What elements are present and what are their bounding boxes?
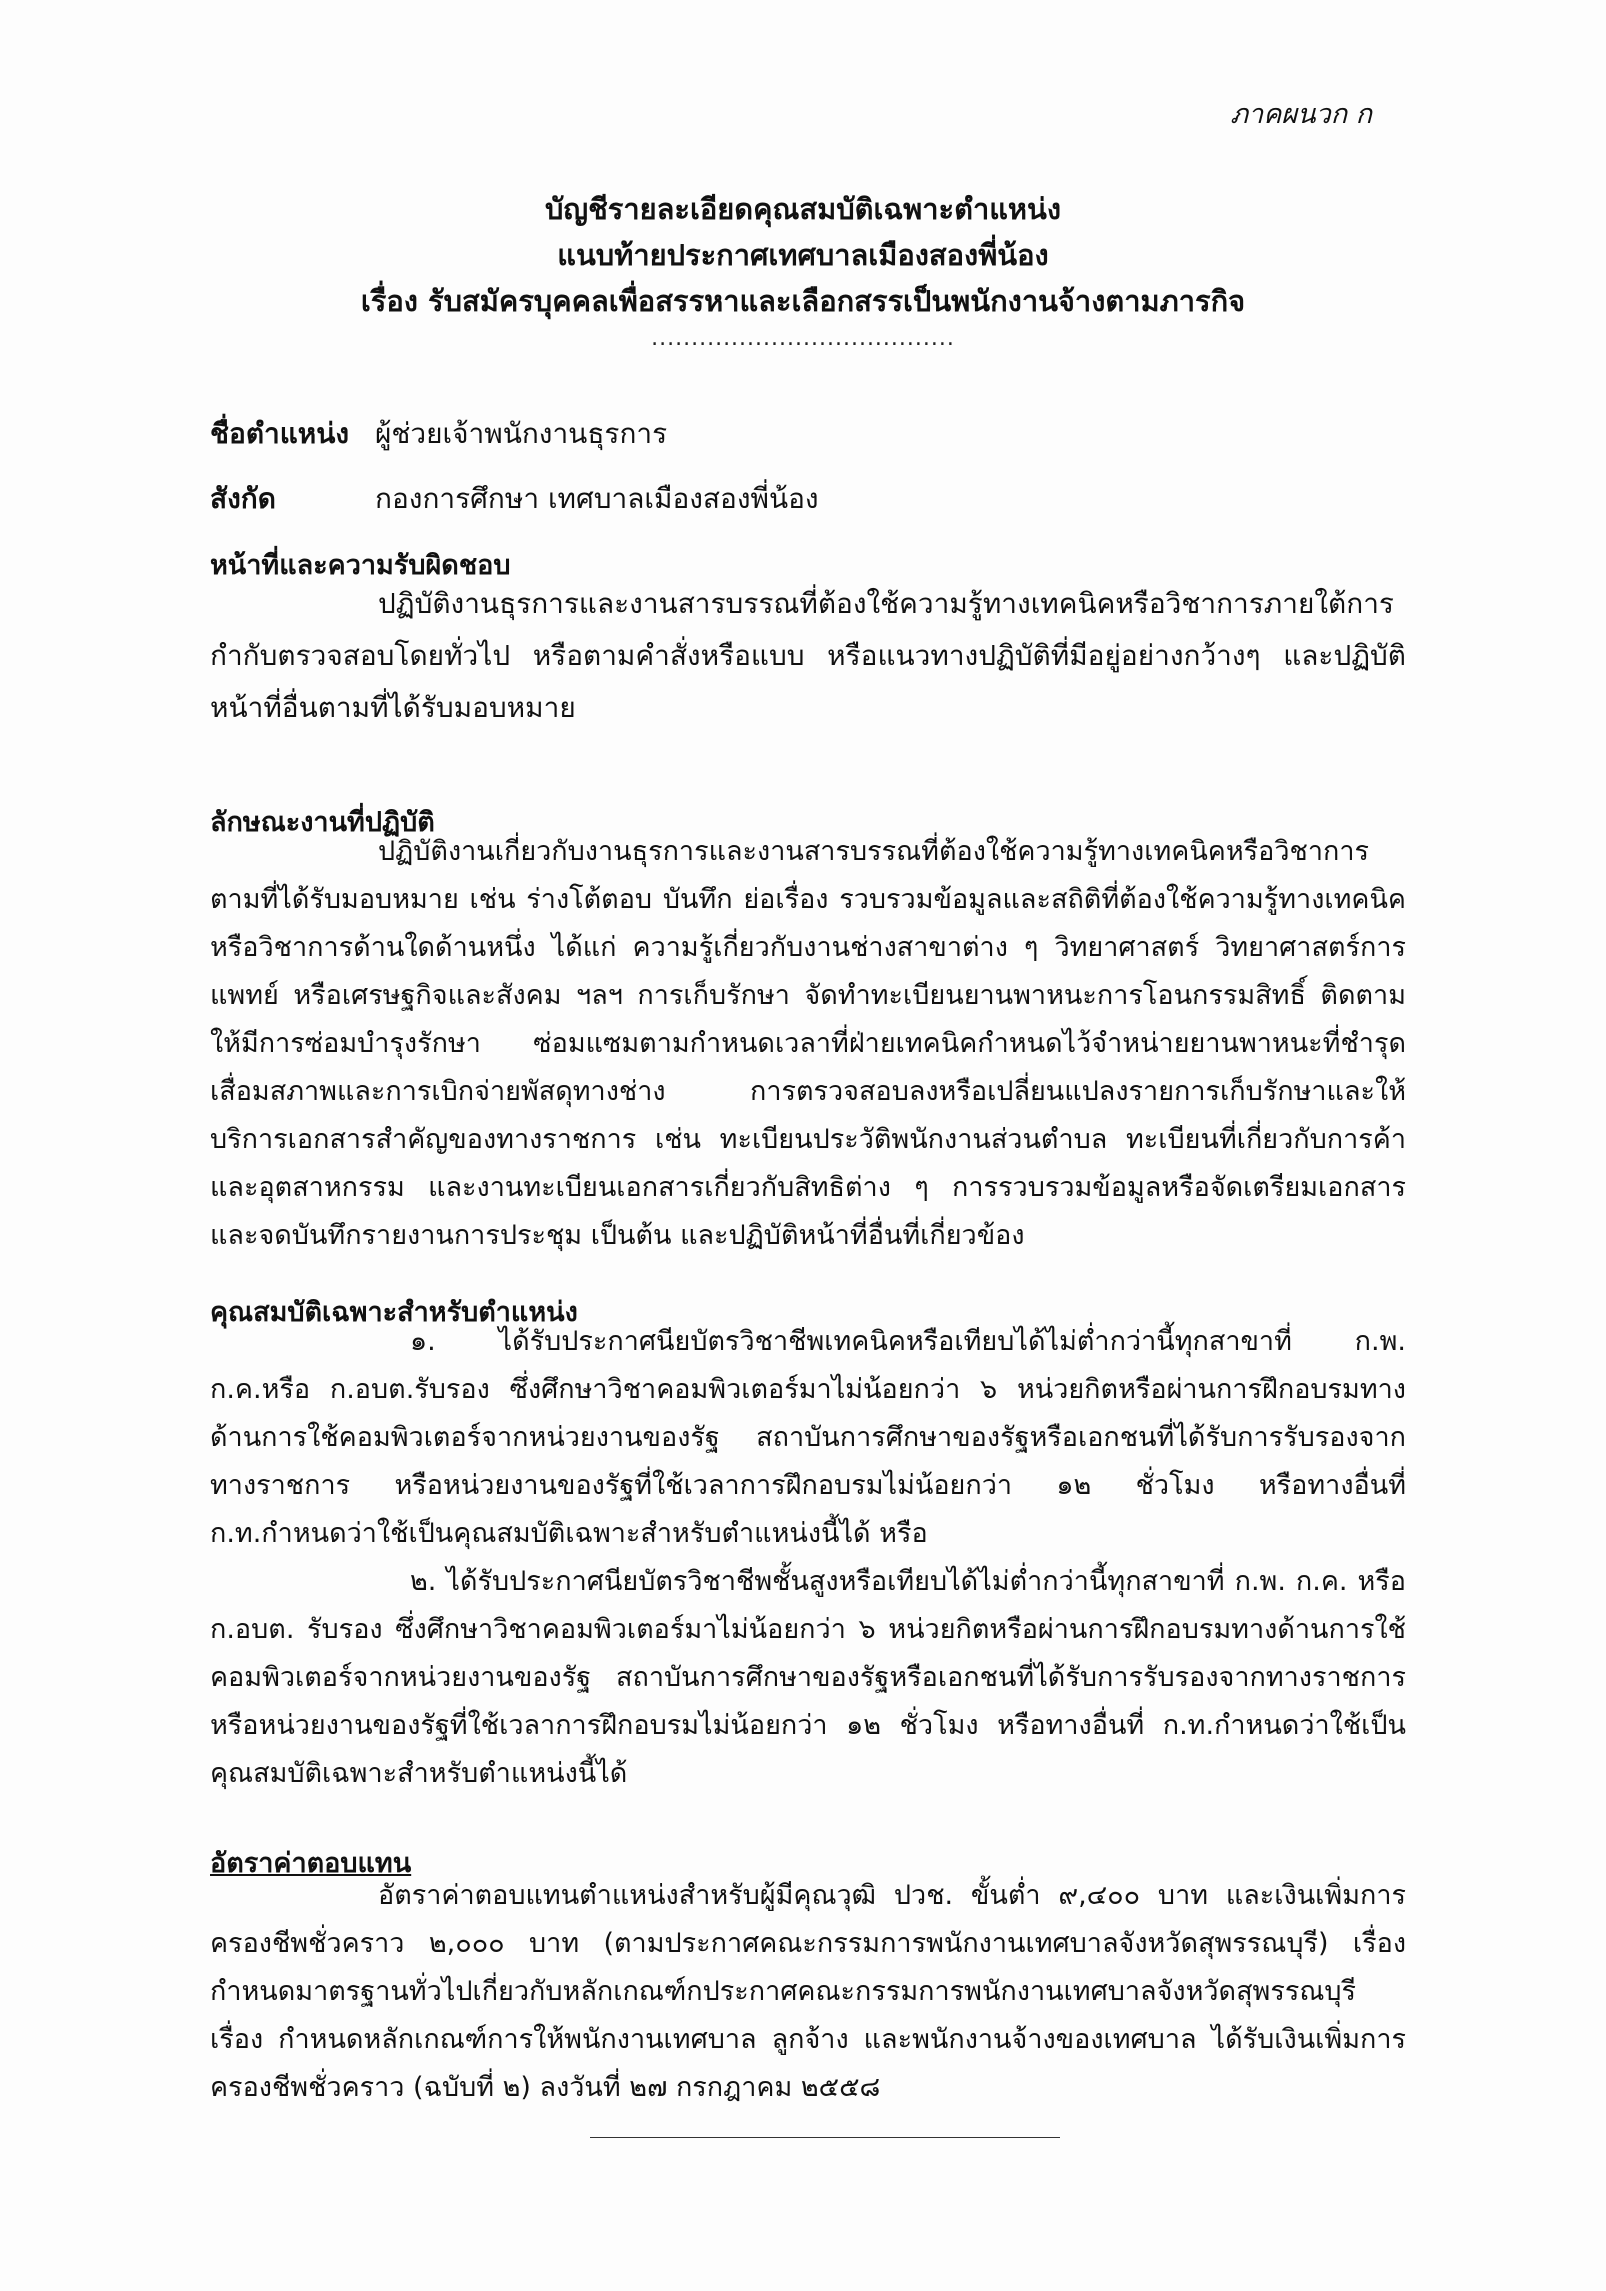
duties-heading: หน้าที่และความรับผิดชอบ xyxy=(210,550,511,581)
affiliation-field xyxy=(210,477,819,521)
appendix-label: ภาคผนวก ก xyxy=(1230,99,1372,130)
qualification-item-1: ๑. ได้รับประกาศนียบัตรวิชาชีพเทคนิคหรือเทียบได้ไม่ต่ำกว่านี้ทุกสาขาที่ ก.พ. ก.ค.หรือ ก.อบต.รับรอง ซึ่งศึกษาวิชาคอมพิวเตอร์มาไม่น้อยกว่า ๖ หน่วยกิตหรือผ่านการฝึกอบรมทางด้านการใช้คอมพิวเตอร์จากหน่วยงานของรัฐ สถาบันการศึกษาของรัฐหรือเอกชนที่ได้รับการรับรองจากทางราชการ หรือหน่วยงานของรัฐที่ใช้เวลาการฝึกอบรมไม่น้อยกว่า ๑๒ ชั่วโมง หรือทางอื่นที่ ก.ท.กำหนดว่าใช้เป็นคุณสมบัติเฉพาะสำหรับตำแหน่งนี้ได้ หรือ xyxy=(210,1326,1406,1549)
qualification-item-2: ๒. ได้รับประกาศนียบัตรวิชาชีพชั้นสูงหรือเทียบได้ไม่ต่ำกว่านี้ทุกสาขาที่ ก.พ. ก.ค. หรือ ก.อบต. รับรอง ซึ่งศึกษาวิชาคอมพิวเตอร์มาไม่น้อยกว่า ๖ หน่วยกิตหรือผ่านการฝึกอบรมทางด้านการใช้คอมพิวเตอร์จากหน่วยงานของรัฐ สถาบันการศึกษาของรัฐหรือเอกชนที่ได้รับการรับรองจากทางราชการ หรือหน่วยงานของรัฐที่ใช้เวลาการฝึกอบรมไม่น้อยกว่า ๑๒ ชั่วโมง หรือทางอื่นที่ ก.ท.กำหนดว่าใช้เป็นคุณสมบัติเฉพาะสำหรับตำแหน่งนี้ได้ xyxy=(210,1566,1406,1789)
position-value: ผู้ช่วยเจ้าพนักงานธุรการ xyxy=(375,417,668,450)
document-title xyxy=(0,186,1606,354)
compensation-text: อัตราค่าตอบแทนตำแหน่งสำหรับผู้มีคุณวุฒิ ปวช. ขั้นต่ำ ๙,๔๐๐ บาท และเงินเพิ่มการครองชีพชั่วคราว ๒,๐๐๐ บาท (ตามประกาศคณะกรรมการพนักงานเทศบาลจังหวัดสุพรรณบุรี) เรื่องกำหนดมาตรฐานทั่วไปเกี่ยวกับหลักเกณฑ์กประกาศคณะกรรมการพนักงานเทศบาลจังหวัดสุพรรณบุรี เรื่อง กำหนดหลักเกณฑ์การให้พนักงานเทศบาล ลูกจ้าง และพนักงานจ้างของเทศบาล ได้รับเงินเพิ่มการครองชีพชั่วคราว (ฉบับที่ ๒) ลงวันที่ ๒๗ กรกฎาคม ๒๕๕๘ xyxy=(210,1880,1406,2103)
compensation-heading: อัตราค่าตอบแทน xyxy=(210,1848,412,1879)
title-line-3: เรื่อง รับสมัครบุคคลเพื่อสรรหาและเลือกสรรเป็นพนักงานจ้างตามภารกิจ xyxy=(360,284,1246,318)
title-line-1: บัญชีรายละเอียดคุณสมบัติเฉพาะตำแหน่ง xyxy=(544,192,1062,226)
work-nature-heading: ลักษณะงานที่ปฏิบัติ xyxy=(210,807,435,838)
duties-text: ปฏิบัติงานธุรการและงานสารบรรณที่ต้องใช้ความรู้ทางเทคนิคหรือวิชาการภายใต้การกำกับตรวจสอบโดยทั่วไป หรือตามคำสั่งหรือแบบ หรือแนวทางปฏิบัติที่มีอยู่อย่างกว้างๆ และปฏิบัติหน้าที่อื่นตามที่ได้รับมอบหมาย xyxy=(210,587,1406,724)
position-label: ชื่อตำแหน่ง xyxy=(210,417,350,450)
title-separator: ...................................... xyxy=(651,326,955,351)
affiliation-value: กองการศึกษา เทศบาลเมืองสองพี่น้อง xyxy=(375,482,819,515)
bottom-divider xyxy=(590,2137,1060,2138)
position-field xyxy=(210,412,667,456)
affiliation-label: สังกัด xyxy=(210,482,276,515)
title-line-2: แนบท้ายประกาศเทศบาลเมืองสองพี่น้อง xyxy=(557,238,1049,272)
qualifications-heading: คุณสมบัติเฉพาะสำหรับตำแหน่ง xyxy=(210,1297,578,1328)
work-nature-text: ปฏิบัติงานเกี่ยวกับงานธุรการและงานสารบรรณที่ต้องใช้ความรู้ทางเทคนิคหรือวิชาการตามที่ได้รับมอบหมาย เช่น ร่างโต้ตอบ บันทึก ย่อเรื่อง รวบรวมข้อมูลและสถิติที่ต้องใช้ความรู้ทางเทคนิคหรือวิชาการด้านใดด้านหนึ่ง ได้แก่ ความรู้เกี่ยวกับงานช่างสาขาต่าง ๆ วิทยาศาสตร์ วิทยาศาสตร์การแพทย์ หรือเศรษฐกิจและสังคม ฯลฯ การเก็บรักษา จัดทำทะเบียนยานพาหนะการโอนกรรมสิทธิ์ ติดตามให้มีการซ่อมบำรุงรักษา ซ่อมแซมตามกำหนดเวลาที่ฝ่ายเทคนิคกำหนดไว้จำหน่ายยานพาหนะที่ชำรุดเสื่อมสภาพและการเบิกจ่ายพัสดุทางช่าง การตรวจสอบลงหรือเปลี่ยนแปลงรายการเก็บรักษาและให้บริการเอกสารสำคัญของทางราชการ เช่น ทะเบียนประวัติพนักงานส่วนตำบล ทะเบียนที่เกี่ยวกับการค้าและอุตสาหกรรม และงานทะเบียนเอกสารเกี่ยวกับสิทธิต่าง ๆ การรวบรวมข้อมูลหรือจัดเตรียมเอกสารและจดบันทึกรายงานการประชุม เป็นต้น และปฏิบัติหน้าที่อื่นที่เกี่ยวข้อง xyxy=(210,836,1406,1251)
